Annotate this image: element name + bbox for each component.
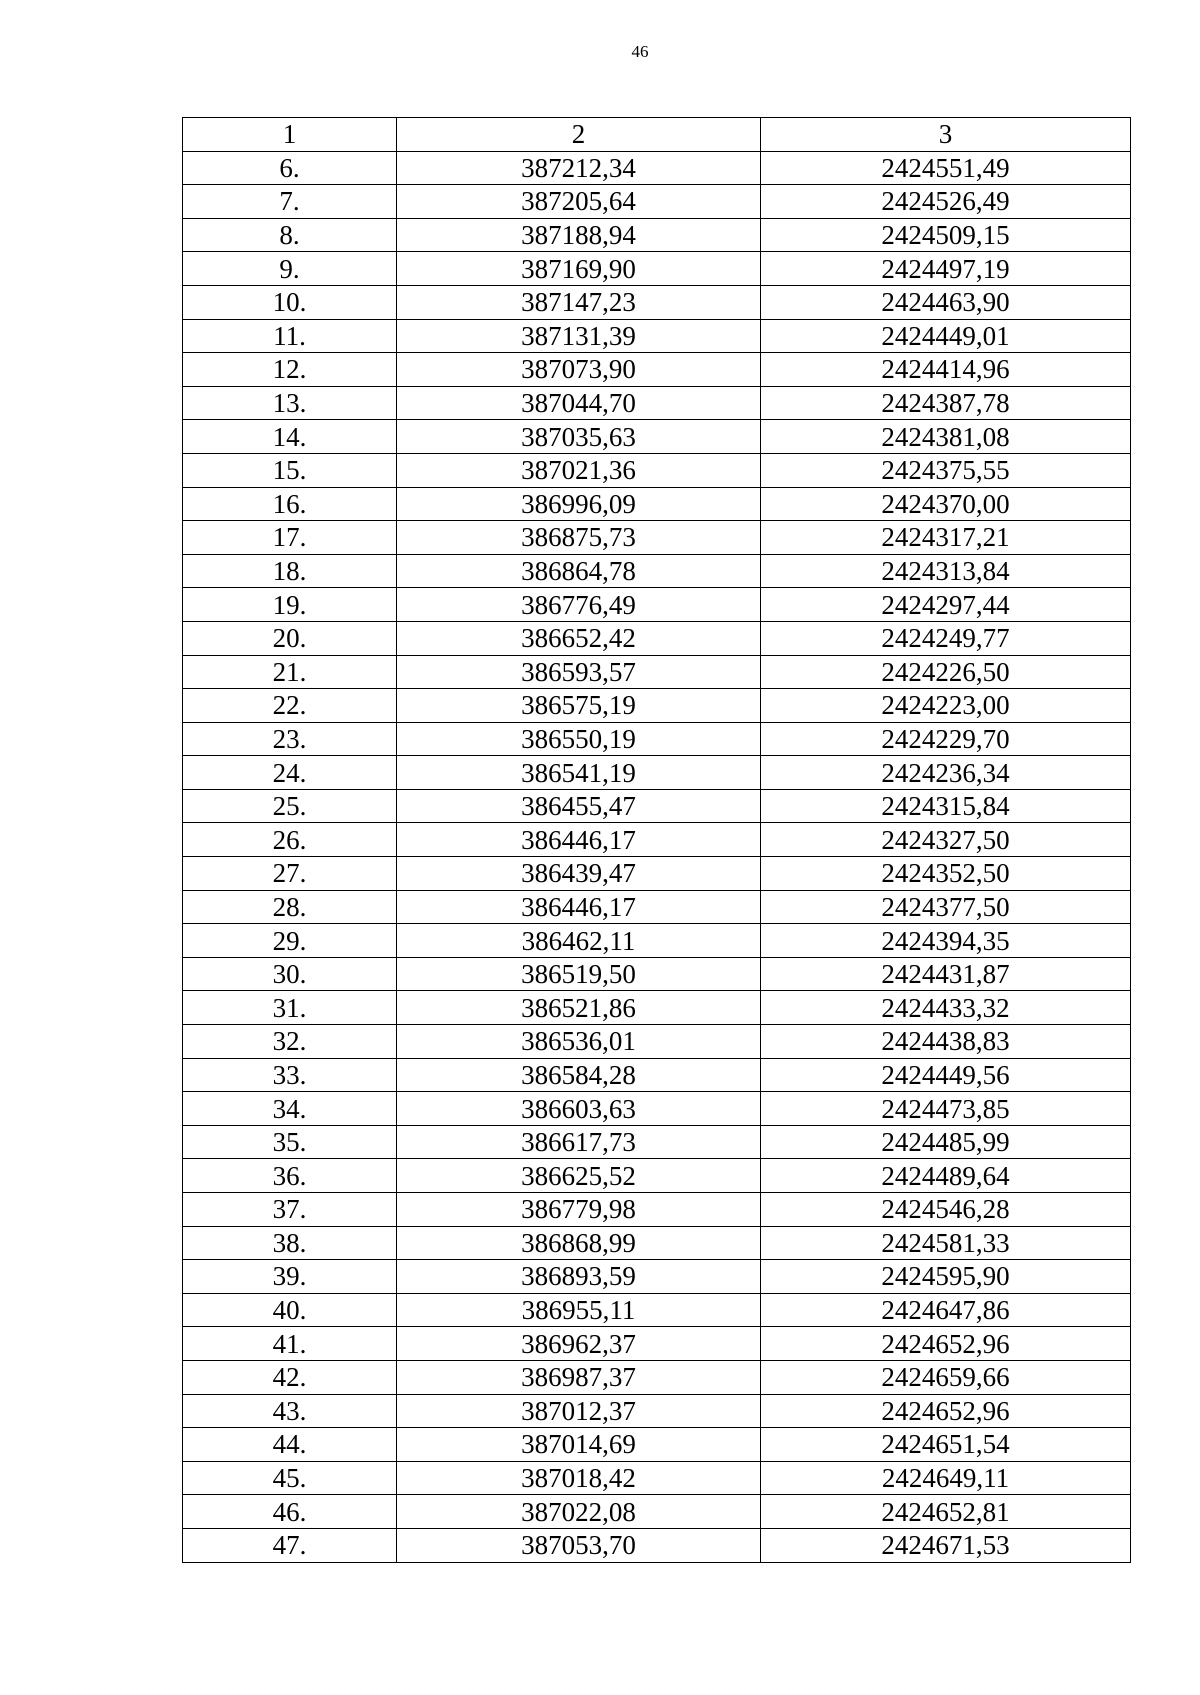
point-number-cell: 36.	[183, 1159, 397, 1193]
point-number-cell: 47.	[183, 1528, 397, 1562]
y-coordinate-cell: 2424414,96	[761, 353, 1131, 387]
point-number-cell: 20.	[183, 621, 397, 655]
table-row	[183, 1360, 1131, 1394]
y-coordinate-cell: 2424381,08	[761, 420, 1131, 454]
y-coordinate-cell: 2424546,28	[761, 1193, 1131, 1227]
point-number-cell: 35.	[183, 1125, 397, 1159]
y-coordinate-cell: 2424526,49	[761, 185, 1131, 219]
point-number-cell: 25.	[183, 789, 397, 823]
point-number-cell: 39.	[183, 1260, 397, 1294]
point-number-cell: 8.	[183, 218, 397, 252]
point-number-cell: 33.	[183, 1058, 397, 1092]
x-coordinate-cell: 386541,19	[397, 756, 761, 790]
x-coordinate-cell: 386617,73	[397, 1125, 761, 1159]
x-coordinate-cell: 386550,19	[397, 722, 761, 756]
x-coordinate-cell: 387022,08	[397, 1495, 761, 1529]
table-row	[183, 1293, 1131, 1327]
point-number-cell: 22.	[183, 689, 397, 723]
page-number: 46	[631, 42, 649, 61]
y-coordinate-cell: 2424327,50	[761, 823, 1131, 857]
x-coordinate-cell: 387205,64	[397, 185, 761, 219]
x-coordinate-cell: 387021,36	[397, 453, 761, 487]
coordinates-table	[182, 117, 1131, 1563]
x-coordinate-cell: 386536,01	[397, 1025, 761, 1059]
x-coordinate-cell: 386864,78	[397, 554, 761, 588]
column-header-number: 1	[183, 118, 397, 152]
table-row	[183, 722, 1131, 756]
table-row	[183, 1461, 1131, 1495]
x-coordinate-cell: 386462,11	[397, 924, 761, 958]
point-number-cell: 38.	[183, 1226, 397, 1260]
y-coordinate-cell: 2424647,86	[761, 1293, 1131, 1327]
x-coordinate-cell: 386446,17	[397, 890, 761, 924]
x-coordinate-cell: 386779,98	[397, 1193, 761, 1227]
y-coordinate-cell: 2424394,35	[761, 924, 1131, 958]
table-row	[183, 588, 1131, 622]
point-number-cell: 9.	[183, 252, 397, 286]
y-coordinate-cell: 2424449,01	[761, 319, 1131, 353]
y-coordinate-cell: 2424489,64	[761, 1159, 1131, 1193]
y-coordinate-cell: 2424509,15	[761, 218, 1131, 252]
y-coordinate-cell: 2424659,66	[761, 1360, 1131, 1394]
point-number-cell: 14.	[183, 420, 397, 454]
column-header-y: 3	[761, 118, 1131, 152]
x-coordinate-cell: 386776,49	[397, 588, 761, 622]
point-number-cell: 32.	[183, 1025, 397, 1059]
table-row	[183, 1058, 1131, 1092]
x-coordinate-cell: 387073,90	[397, 353, 761, 387]
point-number-cell: 29.	[183, 924, 397, 958]
y-coordinate-cell: 2424236,34	[761, 756, 1131, 790]
table-row	[183, 857, 1131, 891]
x-coordinate-cell: 387053,70	[397, 1528, 761, 1562]
x-coordinate-cell: 387169,90	[397, 252, 761, 286]
point-number-cell: 7.	[183, 185, 397, 219]
table-row	[183, 1327, 1131, 1361]
x-coordinate-cell: 386868,99	[397, 1226, 761, 1260]
y-coordinate-cell: 2424297,44	[761, 588, 1131, 622]
y-coordinate-cell: 2424551,49	[761, 151, 1131, 185]
x-coordinate-cell: 387044,70	[397, 386, 761, 420]
x-coordinate-cell: 387131,39	[397, 319, 761, 353]
point-number-cell: 16.	[183, 487, 397, 521]
point-number-cell: 26.	[183, 823, 397, 857]
point-number-cell: 46.	[183, 1495, 397, 1529]
point-number-cell: 11.	[183, 319, 397, 353]
y-coordinate-cell: 2424651,54	[761, 1428, 1131, 1462]
y-coordinate-cell: 2424431,87	[761, 957, 1131, 991]
y-coordinate-cell: 2424497,19	[761, 252, 1131, 286]
point-number-cell: 43.	[183, 1394, 397, 1428]
table-row	[183, 1025, 1131, 1059]
y-coordinate-cell: 2424313,84	[761, 554, 1131, 588]
point-number-cell: 40.	[183, 1293, 397, 1327]
table-row	[183, 353, 1131, 387]
x-coordinate-cell: 386603,63	[397, 1092, 761, 1126]
y-coordinate-cell: 2424649,11	[761, 1461, 1131, 1495]
table-row	[183, 823, 1131, 857]
point-number-cell: 13.	[183, 386, 397, 420]
x-coordinate-cell: 386955,11	[397, 1293, 761, 1327]
table-row	[183, 185, 1131, 219]
x-coordinate-cell: 386625,52	[397, 1159, 761, 1193]
table-row	[183, 252, 1131, 286]
point-number-cell: 17.	[183, 521, 397, 555]
point-number-cell: 23.	[183, 722, 397, 756]
x-coordinate-cell: 386521,86	[397, 991, 761, 1025]
table-row	[183, 655, 1131, 689]
table-row	[183, 386, 1131, 420]
table-row	[183, 1495, 1131, 1529]
table-row	[183, 1125, 1131, 1159]
y-coordinate-cell: 2424652,81	[761, 1495, 1131, 1529]
y-coordinate-cell: 2424652,96	[761, 1327, 1131, 1361]
point-number-cell: 15.	[183, 453, 397, 487]
x-coordinate-cell: 386652,42	[397, 621, 761, 655]
table-row	[183, 453, 1131, 487]
x-coordinate-cell: 387012,37	[397, 1394, 761, 1428]
table-row	[183, 1394, 1131, 1428]
table-body	[183, 151, 1131, 1562]
point-number-cell: 10.	[183, 285, 397, 319]
y-coordinate-cell: 2424473,85	[761, 1092, 1131, 1126]
point-number-cell: 28.	[183, 890, 397, 924]
table-row	[183, 957, 1131, 991]
y-coordinate-cell: 2424581,33	[761, 1226, 1131, 1260]
y-coordinate-cell: 2424438,83	[761, 1025, 1131, 1059]
point-number-cell: 30.	[183, 957, 397, 991]
table-row	[183, 1528, 1131, 1562]
x-coordinate-cell: 386584,28	[397, 1058, 761, 1092]
table-row	[183, 151, 1131, 185]
table-row	[183, 285, 1131, 319]
point-number-cell: 34.	[183, 1092, 397, 1126]
table-row	[183, 621, 1131, 655]
x-coordinate-cell: 386455,47	[397, 789, 761, 823]
y-coordinate-cell: 2424315,84	[761, 789, 1131, 823]
table-row	[183, 1226, 1131, 1260]
table-row	[183, 924, 1131, 958]
x-coordinate-cell: 386875,73	[397, 521, 761, 555]
table-row	[183, 1159, 1131, 1193]
x-coordinate-cell: 386439,47	[397, 857, 761, 891]
point-number-cell: 21.	[183, 655, 397, 689]
y-coordinate-cell: 2424226,50	[761, 655, 1131, 689]
point-number-cell: 12.	[183, 353, 397, 387]
y-coordinate-cell: 2424595,90	[761, 1260, 1131, 1294]
x-coordinate-cell: 386519,50	[397, 957, 761, 991]
table-row	[183, 554, 1131, 588]
table-row	[183, 319, 1131, 353]
table-row	[183, 789, 1131, 823]
point-number-cell: 37.	[183, 1193, 397, 1227]
point-number-cell: 42.	[183, 1360, 397, 1394]
y-coordinate-cell: 2424317,21	[761, 521, 1131, 555]
table-row	[183, 1193, 1131, 1227]
y-coordinate-cell: 2424370,00	[761, 487, 1131, 521]
table-row	[183, 420, 1131, 454]
table-row	[183, 487, 1131, 521]
table-row	[183, 521, 1131, 555]
x-coordinate-cell: 386987,37	[397, 1360, 761, 1394]
point-number-cell: 18.	[183, 554, 397, 588]
point-number-cell: 45.	[183, 1461, 397, 1495]
y-coordinate-cell: 2424652,96	[761, 1394, 1131, 1428]
x-coordinate-cell: 386962,37	[397, 1327, 761, 1361]
table-row	[183, 756, 1131, 790]
point-number-cell: 27.	[183, 857, 397, 891]
x-coordinate-cell: 387188,94	[397, 218, 761, 252]
table-row	[183, 689, 1131, 723]
y-coordinate-cell: 2424229,70	[761, 722, 1131, 756]
y-coordinate-cell: 2424485,99	[761, 1125, 1131, 1159]
x-coordinate-cell: 387014,69	[397, 1428, 761, 1462]
table-row	[183, 890, 1131, 924]
point-number-cell: 24.	[183, 756, 397, 790]
y-coordinate-cell: 2424377,50	[761, 890, 1131, 924]
x-coordinate-cell: 386996,09	[397, 487, 761, 521]
table-row	[183, 1092, 1131, 1126]
y-coordinate-cell: 2424352,50	[761, 857, 1131, 891]
table-row	[183, 218, 1131, 252]
x-coordinate-cell: 386893,59	[397, 1260, 761, 1294]
y-coordinate-cell: 2424223,00	[761, 689, 1131, 723]
point-number-cell: 44.	[183, 1428, 397, 1462]
table-row	[183, 1260, 1131, 1294]
y-coordinate-cell: 2424387,78	[761, 386, 1131, 420]
header-row	[183, 118, 1131, 152]
point-number-cell: 19.	[183, 588, 397, 622]
table-row	[183, 991, 1131, 1025]
y-coordinate-cell: 2424449,56	[761, 1058, 1131, 1092]
y-coordinate-cell: 2424671,53	[761, 1528, 1131, 1562]
y-coordinate-cell: 2424433,32	[761, 991, 1131, 1025]
x-coordinate-cell: 386575,19	[397, 689, 761, 723]
x-coordinate-cell: 387212,34	[397, 151, 761, 185]
x-coordinate-cell: 387035,63	[397, 420, 761, 454]
y-coordinate-cell: 2424249,77	[761, 621, 1131, 655]
point-number-cell: 6.	[183, 151, 397, 185]
y-coordinate-cell: 2424375,55	[761, 453, 1131, 487]
x-coordinate-cell: 387018,42	[397, 1461, 761, 1495]
column-header-x: 2	[397, 118, 761, 152]
table-header	[183, 118, 1131, 152]
y-coordinate-cell: 2424463,90	[761, 285, 1131, 319]
table-row	[183, 1428, 1131, 1462]
point-number-cell: 31.	[183, 991, 397, 1025]
point-number-cell: 41.	[183, 1327, 397, 1361]
x-coordinate-cell: 386593,57	[397, 655, 761, 689]
x-coordinate-cell: 386446,17	[397, 823, 761, 857]
x-coordinate-cell: 387147,23	[397, 285, 761, 319]
